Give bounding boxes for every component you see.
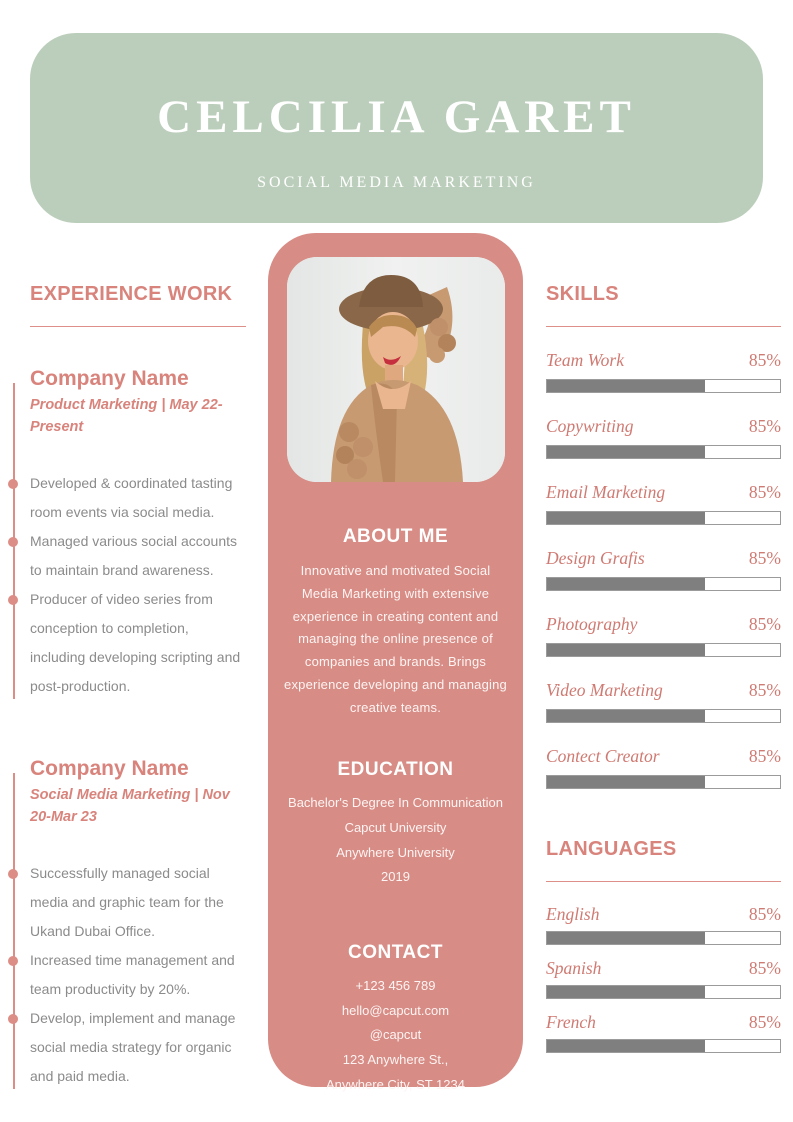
contact-phone: +123 456 789 (355, 978, 436, 993)
language-row (546, 1012, 781, 1053)
job-bullet: Develop, implement and manage social media strategy for organic and paid media. (30, 1004, 246, 1091)
header-banner (30, 33, 763, 223)
skill-bar-fill (547, 644, 705, 656)
skill-row (546, 746, 781, 789)
about-text: Innovative and motivated Social Media Marketing with extensive experience in creating content and managing the online presence of companies and brands. Brings experience developing and managing creative teams. (284, 563, 507, 715)
language-percent: 85% (748, 904, 781, 924)
job-bullet: Managed various social accounts to maintain brand awareness. (30, 527, 246, 585)
skill-bar (546, 511, 781, 525)
experience-title: EXPERIENCE WORK (30, 283, 233, 305)
skill-label: Contect Creator (546, 746, 660, 766)
skill-bar-fill (547, 776, 705, 788)
skill-label: Photography (546, 614, 638, 634)
timeline-line (13, 773, 15, 1089)
person-name: CELCILIA GARET (157, 91, 636, 143)
portrait-illustration (287, 257, 505, 482)
job-entry (30, 757, 246, 1091)
skill-bar (546, 709, 781, 723)
contact-email[interactable]: hello@capcut.com (341, 1002, 450, 1018)
skill-bar (546, 775, 781, 789)
skill-bar-fill (547, 380, 705, 392)
skill-bar-fill (547, 578, 705, 590)
language-percent: 85% (748, 1012, 781, 1032)
language-row (546, 904, 781, 945)
job-bullet: Increased time management and team productivity by 20%. (30, 946, 246, 1004)
language-label: Spanish (546, 958, 602, 978)
education-title: EDUCATION (337, 759, 454, 781)
contact-street: 123 Anywhere St., (342, 1052, 449, 1068)
language-bar (546, 1039, 781, 1053)
experience-divider (30, 326, 246, 327)
skill-row (546, 614, 781, 657)
profile-panel (268, 233, 523, 1092)
skill-bar (546, 379, 781, 393)
skill-bar-fill (547, 710, 705, 722)
skill-percent: 85% (748, 614, 781, 634)
skill-label: Design Grafis (546, 548, 645, 568)
skill-percent: 85% (748, 482, 781, 502)
contact-city: Anywhere City, ST 1234 (326, 1076, 465, 1092)
language-bar-fill (547, 1040, 705, 1052)
skill-bar (546, 577, 781, 591)
language-bar-fill (547, 986, 705, 998)
portrait-photo (287, 257, 505, 482)
skill-row (546, 416, 781, 459)
skill-bar (546, 445, 781, 459)
languages-divider (546, 881, 781, 882)
skill-percent: 85% (748, 746, 781, 766)
education-year: 2019 (381, 869, 410, 885)
language-bar (546, 985, 781, 999)
skills-divider (546, 326, 781, 327)
language-bar (546, 931, 781, 945)
skill-row (546, 680, 781, 723)
skill-bar-fill (547, 446, 705, 458)
skill-row (546, 482, 781, 525)
skill-row (546, 548, 781, 591)
education-school: Capcut University (344, 819, 447, 835)
skills-column (546, 283, 781, 1053)
language-percent: 85% (748, 958, 781, 978)
contact-title: CONTACT (348, 942, 443, 963)
company-name: Company Name (30, 756, 189, 780)
languages-title: LANGUAGES (546, 838, 677, 860)
languages-section (546, 838, 781, 1053)
skill-bar-fill (547, 512, 705, 524)
job-bullet: Successfully managed social media and graphic team for the Ukand Dubai Office. (30, 859, 246, 946)
skill-bar (546, 643, 781, 657)
job-bullet-list (30, 469, 246, 701)
job-meta: Social Media Marketing | Nov 20-Mar 23 (30, 786, 230, 826)
skill-percent: 85% (748, 416, 781, 436)
education-degree: Bachelor's Degree In Communication (288, 795, 503, 811)
language-bar-fill (547, 932, 705, 944)
skill-percent: 85% (748, 680, 781, 700)
language-row (546, 958, 781, 999)
language-label: English (546, 904, 600, 924)
skill-label: Copywriting (546, 416, 634, 436)
skill-percent: 85% (748, 548, 781, 568)
language-label: French (546, 1012, 596, 1032)
skill-percent: 85% (748, 350, 781, 370)
about-title: ABOUT ME (342, 526, 449, 547)
contact-handle[interactable]: @capcut (369, 1027, 422, 1043)
skill-label: Email Marketing (546, 482, 666, 502)
job-bullet: Developed & coordinated tasting room events via social media. (30, 469, 246, 527)
skill-label: Team Work (546, 350, 624, 370)
person-role: SOCIAL MEDIA MARKETING (257, 174, 536, 191)
skill-label: Video Marketing (546, 680, 663, 700)
company-name: Company Name (30, 367, 189, 390)
job-bullet: Producer of video series from conception to completion, including developing scripting and post-production. (30, 585, 246, 701)
contact-details (268, 974, 523, 1097)
skills-title: SKILLS (546, 283, 619, 305)
skill-row (546, 350, 781, 393)
experience-column (30, 283, 246, 1091)
skills-section (546, 283, 781, 789)
education-location: Anywhere University (336, 844, 455, 860)
education-details (268, 791, 523, 890)
job-bullet-list (30, 859, 246, 1091)
job-meta: Product Marketing | May 22-Present (30, 397, 223, 436)
job-entry (30, 367, 246, 701)
